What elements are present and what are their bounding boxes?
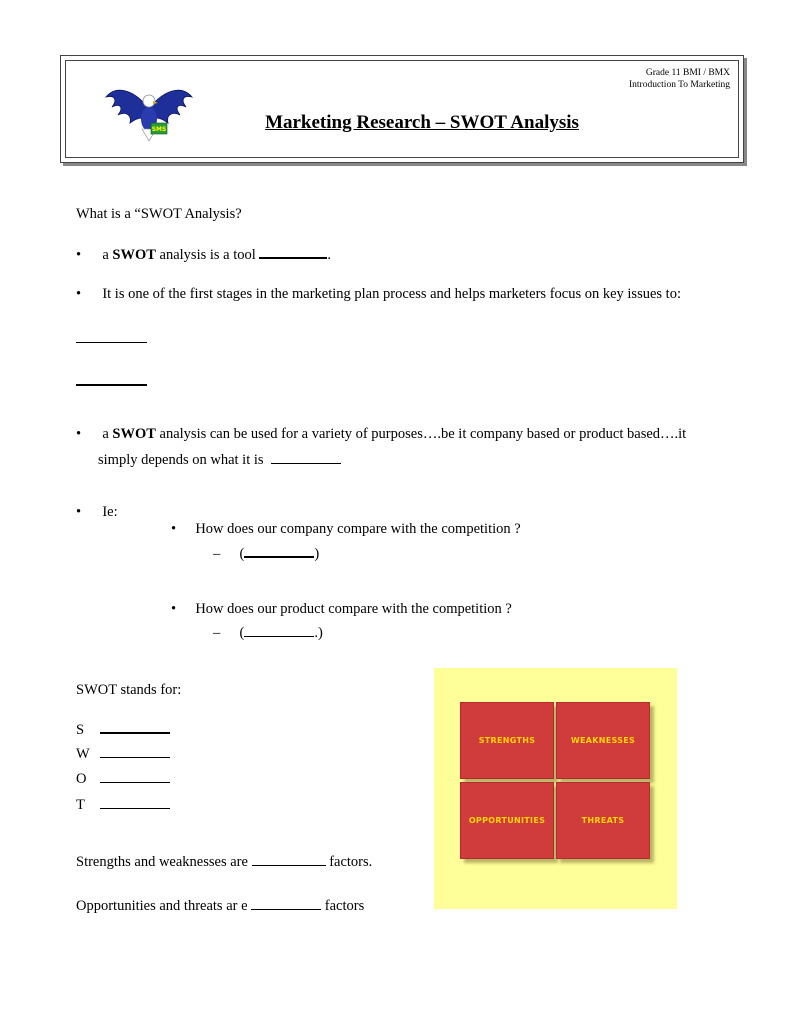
letter-row-t	[76, 796, 170, 815]
bullet-1-pre: a	[102, 247, 113, 263]
sw-post: factors.	[325, 854, 373, 870]
letter-row-w	[76, 745, 170, 764]
course-line-2: Introduction To Marketing	[628, 80, 730, 90]
blank-line-focus-1[interactable]	[76, 330, 147, 343]
bullet-dot: •	[171, 601, 177, 617]
letter-o: O	[76, 771, 87, 787]
blank-line-w[interactable]	[100, 745, 170, 758]
sub-bullet-2-answer	[213, 624, 323, 643]
bullet-2-text: It is one of the first stages in the marketing plan process and helps marketers focus on key issues to:	[102, 286, 681, 302]
sub-bullet-2-text: How does our product compare with the competition ?	[195, 601, 512, 617]
blank-line[interactable]	[252, 853, 326, 866]
bullet-1-post: analysis is a tool	[155, 247, 260, 263]
bullet-3-line-2-text: simply depends on what it is	[98, 452, 264, 468]
blank-line[interactable]	[251, 897, 321, 910]
sw-pre: Strengths and weaknesses are	[76, 854, 252, 870]
bullet-dot: •	[76, 426, 82, 442]
letter-w: W	[76, 746, 90, 762]
paren-open: (	[239, 625, 245, 641]
ot-post: factors	[321, 898, 365, 914]
ie-label: Ie:	[102, 504, 118, 520]
blank-line-focus-2[interactable]	[76, 372, 147, 386]
sub-bullet-2	[171, 600, 512, 619]
page-title: Marketing Research – SWOT Analysis	[265, 112, 579, 133]
bullet-3	[76, 425, 686, 444]
logo-badge-text: SMS	[151, 126, 167, 133]
sub-bullet-1-answer	[213, 544, 319, 564]
swot-grid-image	[434, 668, 677, 909]
letter-row-o	[76, 770, 170, 789]
course-line-1: Grade 11 BMI / BMX	[645, 68, 730, 78]
swot-stands-heading: SWOT stands for:	[76, 682, 182, 698]
quad-strengths: STRENGTHS	[460, 702, 554, 779]
ie-bullet	[76, 503, 118, 522]
blank-line-o[interactable]	[100, 770, 170, 783]
question-heading: What is a “SWOT Analysis?	[76, 206, 242, 222]
dash: –	[213, 625, 221, 641]
bullet-3-bold: SWOT	[112, 426, 156, 442]
paren-close: .)	[314, 625, 323, 641]
bullet-3-pre: a	[102, 426, 113, 442]
bullet-3-line-2	[98, 451, 341, 470]
bullet-1	[76, 245, 331, 265]
letter-s: S	[76, 722, 85, 738]
course-info	[629, 67, 730, 91]
bullet-3-post: analysis can be used for a variety of purposes….be it company based or product based….it	[155, 426, 687, 442]
header-box	[60, 55, 744, 163]
sub-bullet-1	[171, 520, 521, 539]
quad-opportunities: OPPORTUNITIES	[460, 782, 554, 859]
quad-threats: THREATS	[556, 782, 650, 859]
bullet-dot: •	[76, 286, 82, 302]
bullet-1-bold: SWOT	[112, 247, 156, 263]
bullet-dot: •	[76, 247, 82, 263]
bullet-dot: •	[171, 521, 177, 537]
blank-line[interactable]	[244, 624, 314, 637]
paren-open: (	[239, 546, 245, 562]
strengths-weaknesses-sentence	[76, 853, 372, 872]
quad-weaknesses: WEAKNESSES	[556, 702, 650, 779]
blank-line[interactable]	[271, 451, 341, 464]
letter-row-s	[76, 720, 170, 740]
bullet-2	[76, 285, 681, 304]
ot-pre: Opportunities and threats ar e	[76, 898, 252, 914]
dash: –	[213, 546, 221, 562]
paren-close: )	[314, 546, 320, 562]
opportunities-threats-sentence	[76, 897, 364, 916]
blank-line-s[interactable]	[100, 720, 170, 734]
bullet-1-end: .	[327, 247, 332, 263]
sub-bullet-1-text: How does our company compare with the competition ?	[195, 521, 521, 537]
blank-line[interactable]	[259, 245, 327, 259]
header-inner-border	[65, 60, 739, 158]
blank-line-t[interactable]	[100, 796, 170, 809]
letter-t: T	[76, 797, 85, 813]
bullet-dot: •	[76, 504, 82, 520]
blank-line[interactable]	[244, 544, 314, 558]
